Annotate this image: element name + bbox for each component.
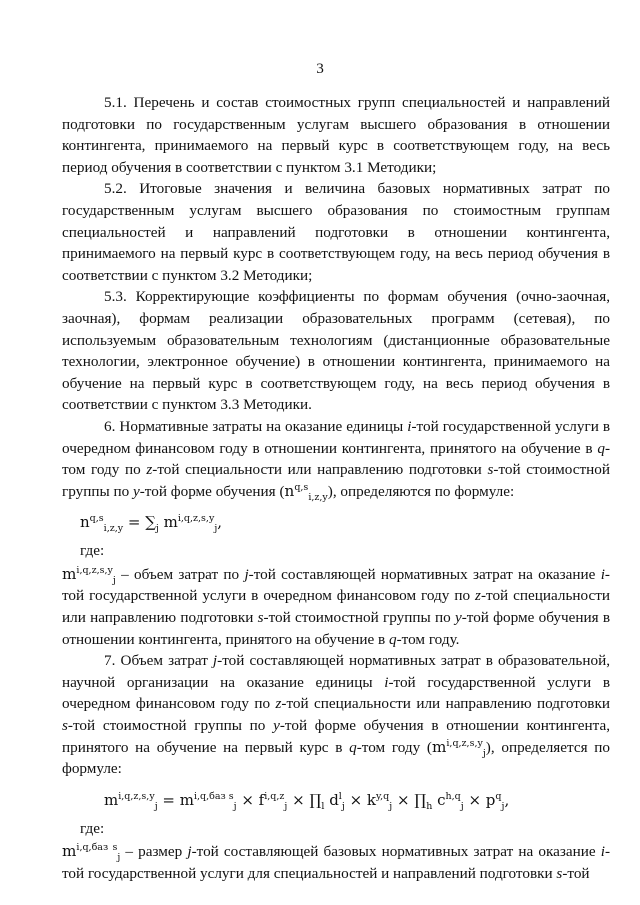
formula-2 (62, 780, 610, 816)
f2-tail: , (504, 790, 510, 809)
f2-k: × k (344, 790, 376, 809)
where-label-1: где: (80, 542, 105, 560)
italic-var: i (600, 843, 605, 861)
paragraph-5-2: 5.2. Итоговые значения и величина базовых нормативных затрат по государственным услугам высшего образования по стоимостным группам специальностей и направлений подготовки в отношении контингента, принимаемого на первый курс в соответствующем году, на весь период обучения в соответствии с пунктом 3.2 Методики; (62, 180, 610, 284)
definition-m-total (62, 564, 610, 650)
f2-m: m (104, 790, 119, 809)
sym-base: m (62, 842, 77, 861)
f1-eq: = ∑ (123, 513, 156, 532)
text-run: ), определяется по формуле: (62, 738, 610, 778)
italic-var: z (475, 587, 481, 605)
text-run: -том году по (62, 439, 610, 479)
italic-var: j (212, 652, 218, 670)
f2-prod-1-sub: l (321, 800, 325, 812)
sym-base: m (62, 564, 77, 583)
f2-prod-2: × ∏ (392, 790, 427, 809)
where-label-2: где: (80, 819, 105, 837)
sym-sub: j (112, 574, 116, 586)
text-run: -той составляющей базовых нормативных затрат на оказание (191, 843, 601, 861)
italic-var: s (487, 461, 494, 479)
italic-var: y (273, 717, 280, 735)
text-run: -той стоимостной группы по (67, 717, 274, 735)
text-run: -той государственной услуги в очередном финансовом году по (62, 565, 610, 605)
paragraph-7 (62, 650, 610, 780)
f1-lhs-sub: i,z,y (103, 523, 124, 535)
italic-var: q (389, 630, 397, 648)
text-run: -той специальности или направлению подготовки (62, 587, 610, 627)
text-run: ), определяются по формуле: (327, 482, 515, 500)
def2-symbol (62, 842, 121, 864)
sym-sup: i,q,баз s (76, 842, 118, 854)
f2-d-sup: l (338, 790, 342, 802)
text-run: -том году. (396, 630, 460, 648)
italic-var: s (556, 865, 563, 882)
f2-k-sup: y,q (376, 790, 390, 802)
f2-prod-1: × ∏ (287, 790, 322, 809)
italic-var: z (275, 695, 282, 713)
f2-c: c (432, 790, 446, 809)
italic-var: i (407, 417, 412, 435)
f1-lhs-sup: q,s (89, 513, 104, 525)
text-run: – объем затрат по (115, 565, 245, 583)
inline-symbol-n (284, 481, 328, 503)
italic-var: i (600, 565, 605, 583)
text-run: -той составляющей нормативных затрат в образовательной, научной организации на оказание единицы (62, 652, 610, 691)
text-run: -той форме обучения ( (139, 482, 285, 500)
f2-m2-sup: i,q,баз s (193, 790, 234, 802)
text-run: -той стоимостной группы по (62, 461, 610, 500)
italic-var: q (349, 738, 357, 756)
text-run: -той форме обучения в отношении контингента, принятого на обучение в (62, 609, 610, 648)
text-run: – размер (120, 843, 188, 861)
formula-2-expression (104, 790, 509, 812)
text-run: -том году ( (356, 738, 432, 756)
def1-symbol (62, 564, 116, 586)
paragraph-5-1: 5.1. Перечень и состав стоимостных групп специальностей и направлений подготовки по государственным услугам высшего образования в отношении контингента, принимаемого на первый курс в соответствующем году, на весь период обучения в соответствии с пунктом 3.1 Методики; (62, 94, 610, 176)
sym-sub: i,z,y (308, 491, 328, 503)
f2-m-sup: i,q,z,s,y (118, 790, 155, 802)
document-body (62, 92, 610, 885)
f2-p-sup: q (495, 790, 502, 802)
text-run: 7. Объем затрат (104, 652, 213, 670)
italic-var: y (133, 482, 140, 500)
italic-var: q (597, 439, 605, 457)
text-run: -той специальности или направлению подготовки (152, 461, 488, 479)
text-run: 6. Нормативные затраты на оказание единицы (104, 417, 408, 435)
f2-m-sub: j (154, 800, 158, 812)
text-run: -той форме обучения в отношении контингента, принятого на обучение на первый курс в (62, 717, 611, 756)
italic-var: s (257, 609, 264, 627)
sym-base: m (431, 737, 447, 756)
sym-sup: q,s (294, 481, 309, 493)
italic-var: z (146, 461, 153, 479)
f2-m2-sub: j (233, 800, 237, 812)
f1-tail: , (217, 513, 223, 532)
sym-base: n (284, 481, 295, 500)
text-run: -той государственной услуги в очередном финансовом году в отношении контингента, принятого на обучение в (62, 417, 610, 457)
definition-m-base (62, 841, 610, 884)
f2-d-sub: j (341, 800, 345, 812)
f1-lhs: n (80, 513, 90, 532)
italic-var: s (62, 717, 68, 735)
f2-f-sup: i,q,z (264, 790, 285, 802)
f1-rhs-sub: j (214, 523, 218, 535)
text-run: -той государственной услуги для специальностей и направлений подготовки (62, 843, 610, 882)
f2-k-sub: j (389, 800, 393, 812)
sym-sup: i,q,z,s,y (76, 564, 113, 576)
f2-eq-m: = m (157, 790, 194, 809)
f2-c-sup: h,q (445, 790, 461, 802)
paragraph-5-3: 5.3. Корректирующие коэффициенты по формам обучения (очно-заочная, заочная), формам реализации образовательных программ (сетевая), по используемым образовательным технологиям (дистанционные образовательные технологии, электронное обучение) в отношении контингента, принимаемого на обучение на первый курс в соответствующем году, на весь период обучения в соответствии с пунктом 3.3 Методики. (62, 288, 610, 414)
text-run: -той специальности или направлению подготовки (281, 695, 610, 713)
f2-d: d (324, 790, 339, 809)
f2-c-sub: j (460, 800, 464, 812)
paragraph-6 (62, 416, 610, 502)
f1-sum-sub: j (155, 523, 159, 535)
text-run: -той государственной услуги в очередном финансовом году по (62, 673, 610, 713)
italic-var: y (454, 609, 462, 627)
page-number: 3 (316, 60, 324, 77)
text-run: -той составляющей нормативных затрат на оказание (248, 565, 601, 583)
sym-sub: j (117, 852, 121, 864)
formula-1-expression (80, 512, 222, 534)
sym-sup: i,q,z,s,y (446, 737, 483, 749)
italic-var: i (384, 673, 389, 691)
formula-1 (62, 502, 610, 538)
f2-p: × p (463, 790, 496, 809)
f1-rhs: m (158, 513, 178, 532)
text-run: -той стоимостной группы по (263, 609, 455, 627)
f2-f: × f (236, 790, 265, 809)
italic-var: j (187, 843, 192, 861)
italic-var: j (244, 565, 249, 583)
inline-symbol-m (431, 737, 486, 759)
f2-p-sub: j (501, 800, 505, 812)
f2-prod-2-sub: h (426, 800, 433, 812)
f2-f-sub: j (284, 800, 288, 812)
sym-sub: j (482, 747, 486, 759)
text-run: -той (562, 865, 590, 882)
f1-rhs-sup: i,q,z,s,y (177, 513, 215, 525)
